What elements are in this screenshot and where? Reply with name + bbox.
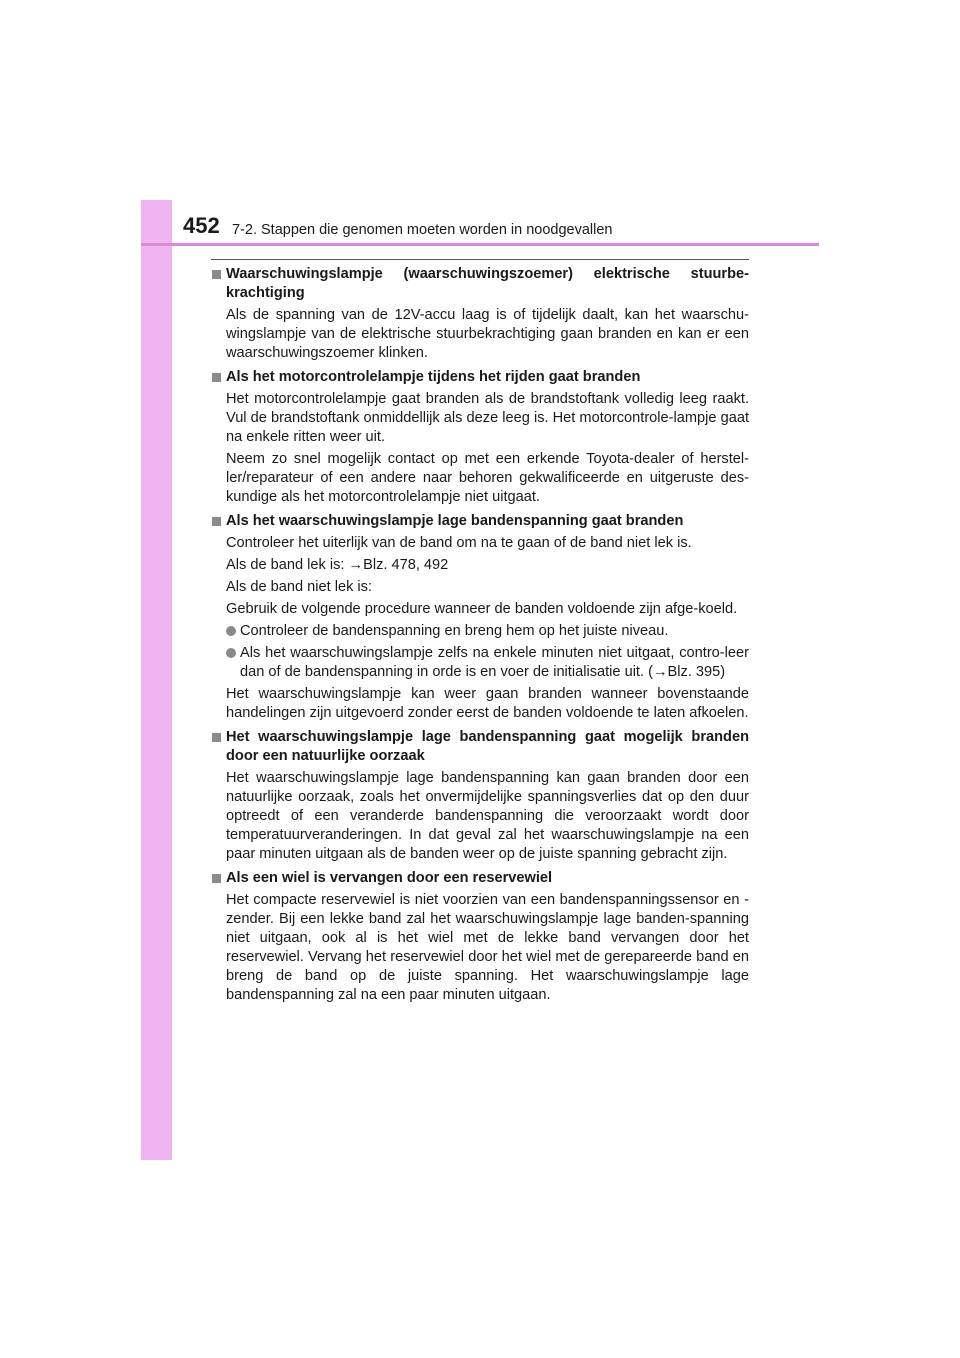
chapter-side-band [141, 200, 172, 1160]
bullet-item [211, 622, 749, 641]
section-natural-cause [211, 728, 749, 864]
bullet-text: Controleer de bandenspanning en breng hem op het juiste niveau. [240, 623, 669, 639]
section-heading-text: Als een wiel is vervangen door een reservewiel [226, 870, 553, 886]
paragraph: Het motorcontrolelampje gaat branden als de brandstoftank volledig leeg raakt. Vul de brandstoftank onmiddellijk als deze leeg is. Het motorcontrole-lampje gaat na enkele ritten weer uit. [226, 391, 749, 445]
paragraph: Het compacte reservewiel is niet voorzien van een bandenspanningssensor en -zender. Bij een lekke band zal het waarschuwingslampje lage banden-spanning niet uitgaan, ook al is het wiel met de lekke band vervangen door het reservewiel. Vervang het reservewiel door het wiel met de gerepareerde band en breng de band op de juiste spanning. Het waarschuwingslampje lage bandenspanning zal na een paar minuten uitgaan. [226, 892, 749, 1003]
section-heading-text: Als het waarschuwingslampje lage bandenspanning gaat branden [226, 513, 684, 529]
section-heading [211, 869, 749, 888]
bullet-text: Als het waarschuwingslampje zelfs na enkele minuten niet uitgaat, contro-leer dan of de bandenspanning in orde is en voer de initialisatie uit. (→Blz. 395) [240, 645, 749, 680]
content-top-rule [211, 259, 749, 260]
section-heading [211, 265, 749, 303]
paragraph: Als de band niet lek is: [226, 579, 373, 595]
page-number: 452 [183, 213, 220, 238]
paragraph: Neem zo snel mogelijk contact op met een erkende Toyota-dealer of herstel-ler/reparateur of een andere naar behoren gekwalificeerde en uitgeruste des-kundige als het motorcontrolelampje niet uitgaat. [226, 451, 749, 505]
paragraph: Het waarschuwingslampje kan weer gaan branden wanneer bovenstaande handelingen zijn uitgevoerd zonder eerst de banden voldoende te laten afkoelen. [226, 686, 749, 721]
section-tire-pressure-light [211, 512, 749, 723]
section-power-steering [211, 265, 749, 363]
content-area [211, 265, 749, 1010]
square-bullet-icon [212, 270, 221, 279]
section-title: 7-2. Stappen die genomen moeten worden in noodgevallen [232, 222, 613, 238]
paragraph: Gebruik de volgende procedure wanneer de banden voldoende zijn afge-koeld. [226, 601, 738, 617]
bullet-item [211, 644, 749, 682]
paragraph: Als de band lek is: →Blz. 478, 492 [226, 557, 449, 573]
paragraph: Controleer het uiterlijk van de band om na te gaan of de band niet lek is. [226, 535, 692, 551]
section-spare-wheel [211, 869, 749, 1005]
square-bullet-icon [212, 874, 221, 883]
round-bullet-icon [226, 648, 236, 658]
section-heading [211, 512, 749, 531]
paragraph: Als de spanning van de 12V-accu laag is of tijdelijk daalt, kan het waarschu-wingslampje van de elektrische stuurbekrachtiging gaan branden en kan er een waarschuwingszoemer klinken. [226, 307, 749, 361]
paragraph: Het waarschuwingslampje lage bandenspanning kan gaan branden door een natuurlijke oorzaak, zoals het onvermijdelijke spanningsverlies dat op den duur optreedt of een veranderde bandenspanning die veroorzaakt wordt door temperatuurveranderingen. In dat geval zal het waarschuwingslampje na een paar minuten uitgaan als de banden weer op de juiste spanning gebracht zijn. [226, 770, 749, 862]
section-heading-text: Als het motorcontrolelampje tijdens het rijden gaat branden [226, 369, 641, 385]
section-heading [211, 728, 749, 766]
section-heading-text: Waarschuwingslampje (waarschuwingszoemer) elektrische stuurbe-krachtiging [226, 266, 749, 301]
square-bullet-icon [212, 517, 221, 526]
section-engine-light [211, 368, 749, 507]
section-heading [211, 368, 749, 387]
header-band-piece [141, 200, 172, 245]
header-underline [141, 243, 819, 246]
square-bullet-icon [212, 733, 221, 742]
round-bullet-icon [226, 626, 236, 636]
section-heading-text: Het waarschuwingslampje lage bandenspanning gaat mogelijk branden door een natuurlijke oorzaak [226, 729, 749, 764]
square-bullet-icon [212, 373, 221, 382]
